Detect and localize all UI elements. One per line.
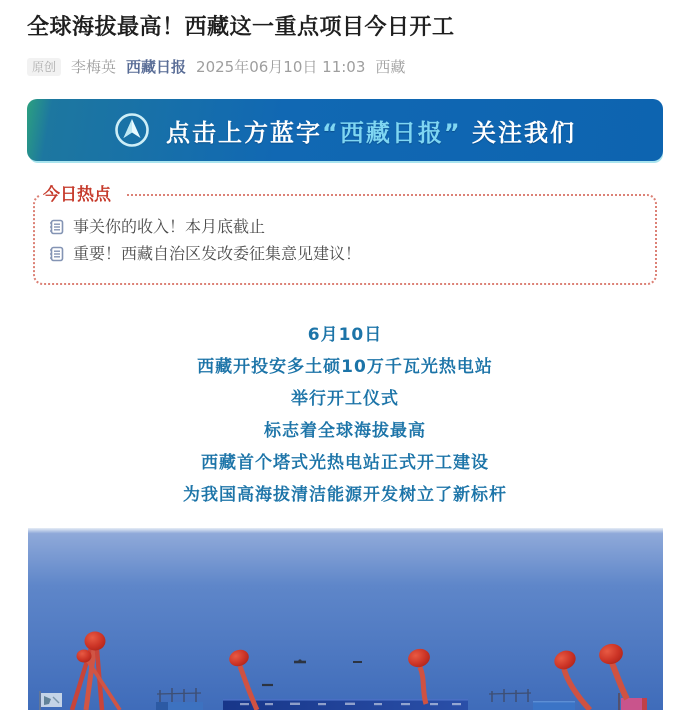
hot-topic-text: 事关你的收入！本月底截止 [73,217,266,236]
news-doc-icon [49,246,64,262]
account-link[interactable]: 西藏日报 [126,58,187,76]
banner-account-name: “西藏日报” [322,118,462,147]
highlight-line: 举行开工仪式 [291,389,399,409]
photo-billboard [223,699,468,710]
hot-topics-box [33,185,657,285]
highlight-line: 西藏首个塔式光热电站正式开工建设 [201,453,489,473]
banner-text: 点击上方蓝字“西藏日报” 关注我们 [166,118,576,147]
mountain-arrow-logo-icon [114,112,150,148]
follow-banner[interactable] [27,99,663,161]
ceremony-photo[interactable] [28,528,663,710]
hot-topic-item[interactable] [49,215,641,239]
hot-topic-item[interactable] [49,242,641,266]
highlight-line: 6月10日 [307,325,383,345]
hot-topics-label: 今日热点 [40,184,127,206]
highlight-line: 西藏开投安多土硕10万千瓦光热电站 [197,357,493,377]
author-name: 李梅英 [71,58,117,76]
highlight-line: 为我国高海拔清洁能源开发树立了新标杆 [183,485,507,505]
highlight-paragraphs [27,327,663,504]
original-badge[interactable]: 原创 [27,58,61,76]
page-title: 全球海拔最高！西藏这一重点项目今日开工 [27,15,455,40]
publish-datetime: 2025年06月10日 11:03 [196,58,366,76]
news-doc-icon [49,219,64,235]
highlight-line: 标志着全球海拔最高 [264,421,426,441]
location-tag[interactable]: 西藏 [375,58,406,76]
hot-topic-text: 重要！西藏自治区发改委征集意见建议！ [73,244,362,263]
byline [27,56,663,77]
